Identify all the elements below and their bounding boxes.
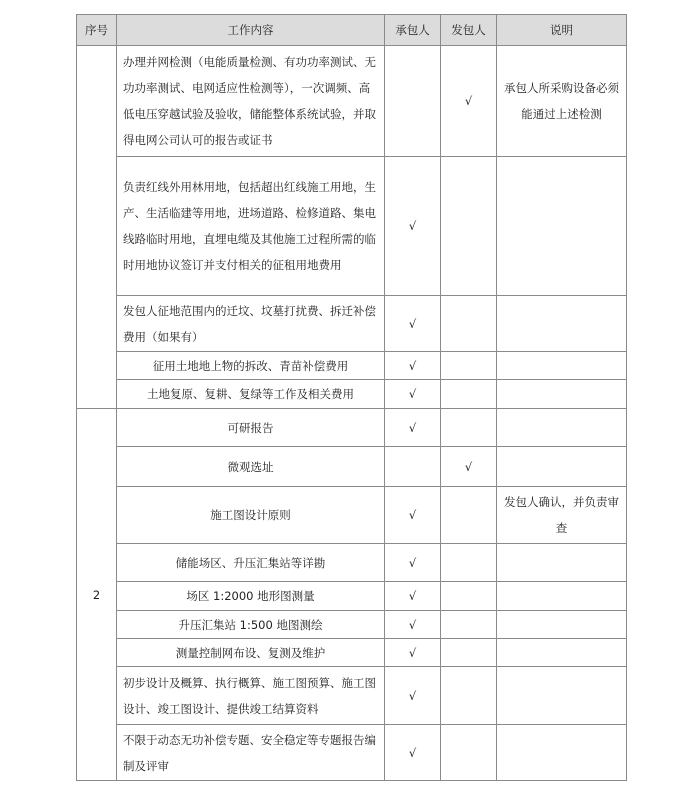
note-cell (497, 725, 627, 781)
table-row (77, 487, 627, 544)
contractor-check: √ (385, 725, 441, 781)
work-cell: 储能场区、升压汇集站等详勘 (117, 544, 385, 582)
note-cell: 承包人所采购设备必须能通过上述检测 (497, 46, 627, 157)
note-cell (497, 380, 627, 409)
table-row (77, 611, 627, 639)
seq-cell: 2 (77, 409, 117, 781)
note-cell (497, 582, 627, 611)
table-row (77, 380, 627, 409)
work-cell: 负责红线外用林用地，包括超出红线施工用地，生产、生活临建等用地，进场道路、检修道路、集电线路临时用地，直埋电缆及其他施工过程所需的临时用地协议签订并支付相关的征租用地费用 (117, 157, 385, 296)
work-cell: 施工图设计原则 (117, 487, 385, 544)
employer-check (441, 352, 497, 380)
work-cell: 测量控制网布设、复测及维护 (117, 639, 385, 667)
work-cell: 初步设计及概算、执行概算、施工图预算、施工图设计、竣工图设计、提供竣工结算资料 (117, 667, 385, 725)
employer-check (441, 380, 497, 409)
responsibility-table (76, 14, 627, 781)
contractor-check: √ (385, 639, 441, 667)
employer-check (441, 667, 497, 725)
note-cell (497, 611, 627, 639)
note-cell (497, 447, 627, 487)
table-row (77, 157, 627, 296)
header-employer: 发包人 (441, 15, 497, 46)
employer-check (441, 544, 497, 582)
table-row (77, 46, 627, 157)
contractor-check: √ (385, 667, 441, 725)
table-row (77, 639, 627, 667)
contractor-check: √ (385, 409, 441, 447)
contractor-check: √ (385, 544, 441, 582)
work-cell: 发包人征地范围内的迁坟、坟墓打扰费、拆迁补偿费用（如果有） (117, 296, 385, 352)
note-cell (497, 157, 627, 296)
table-row (77, 352, 627, 380)
header-contractor: 承包人 (385, 15, 441, 46)
work-cell: 升压汇集站 1:500 地图测绘 (117, 611, 385, 639)
note-cell (497, 667, 627, 725)
work-cell: 可研报告 (117, 409, 385, 447)
employer-check (441, 582, 497, 611)
note-cell (497, 639, 627, 667)
contractor-check (385, 447, 441, 487)
table-row (77, 725, 627, 781)
work-cell: 征用土地地上物的拆改、青苗补偿费用 (117, 352, 385, 380)
work-cell: 办理并网检测（电能质量检测、有功功率测试、无功功率测试、电网适应性检测等），一次调频、高低电压穿越试验及验收，储能整体系统试验，并取得电网公司认可的报告或证书 (117, 46, 385, 157)
contractor-check: √ (385, 582, 441, 611)
employer-check (441, 296, 497, 352)
work-cell: 场区 1:2000 地形图测量 (117, 582, 385, 611)
note-cell (497, 296, 627, 352)
work-cell: 土地复原、复耕、复绿等工作及相关费用 (117, 380, 385, 409)
note-cell (497, 409, 627, 447)
header-row (77, 15, 627, 46)
contractor-check: √ (385, 296, 441, 352)
note-cell: 发包人确认，并负责审查 (497, 487, 627, 544)
employer-check (441, 487, 497, 544)
employer-check (441, 409, 497, 447)
header-seq: 序号 (77, 15, 117, 46)
employer-check (441, 157, 497, 296)
table-row (77, 409, 627, 447)
contractor-check: √ (385, 611, 441, 639)
table-row (77, 582, 627, 611)
header-note: 说明 (497, 15, 627, 46)
note-cell (497, 352, 627, 380)
work-cell: 不限于动态无功补偿专题、安全稳定等专题报告编制及评审 (117, 725, 385, 781)
employer-check (441, 725, 497, 781)
note-cell (497, 544, 627, 582)
employer-check (441, 639, 497, 667)
seq-cell (77, 46, 117, 409)
contractor-check: √ (385, 352, 441, 380)
table-row (77, 667, 627, 725)
employer-check: √ (441, 46, 497, 157)
table-row (77, 296, 627, 352)
contractor-check: √ (385, 157, 441, 296)
work-cell: 微观选址 (117, 447, 385, 487)
contractor-check (385, 46, 441, 157)
table-row (77, 447, 627, 487)
contractor-check: √ (385, 380, 441, 409)
employer-check (441, 611, 497, 639)
header-work: 工作内容 (117, 15, 385, 46)
contractor-check: √ (385, 487, 441, 544)
employer-check: √ (441, 447, 497, 487)
table-row (77, 544, 627, 582)
